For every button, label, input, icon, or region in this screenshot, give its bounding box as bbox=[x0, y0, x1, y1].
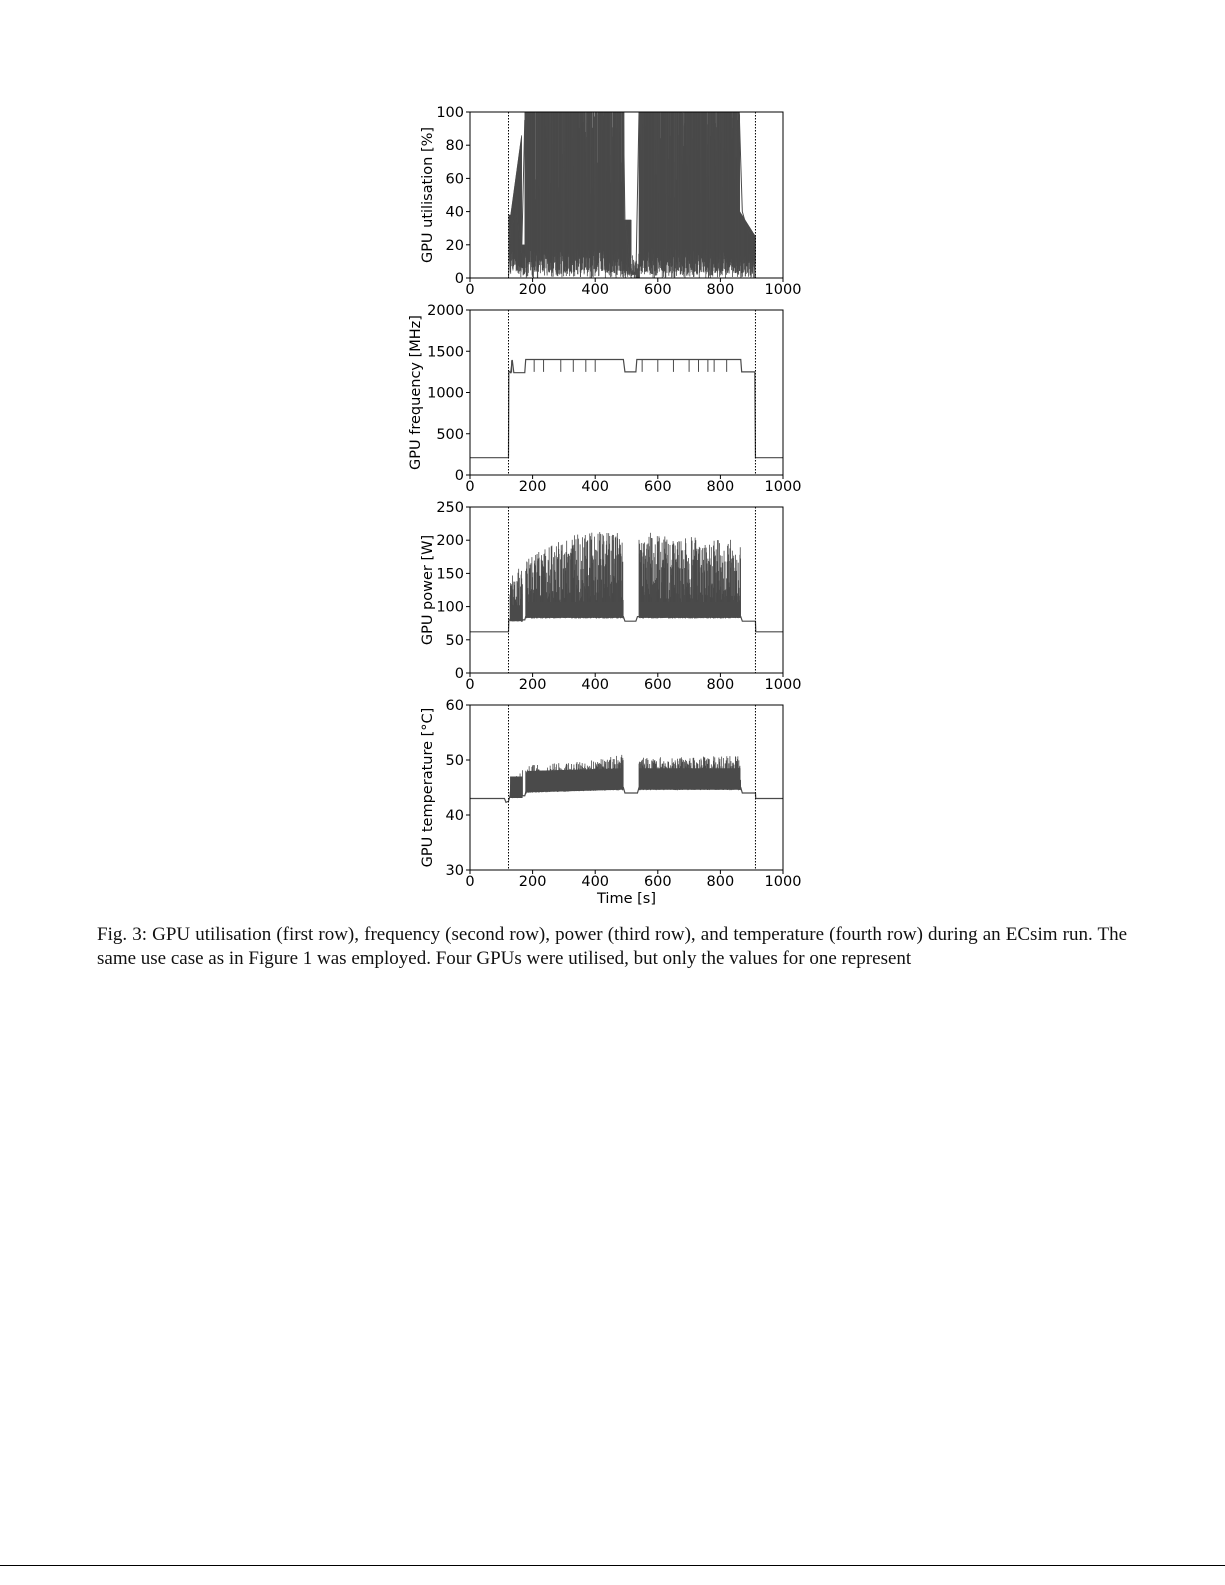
utilisation-plot-area bbox=[470, 112, 783, 278]
power-x-tick-label: 400 bbox=[581, 677, 610, 693]
power-plot-area bbox=[470, 532, 783, 632]
frequency-x-tick-label: 0 bbox=[465, 479, 475, 495]
temperature-y-tick-label: 60 bbox=[445, 698, 464, 714]
temperature-y-axis-label: GPU temperature [°C] bbox=[420, 707, 436, 868]
power-dense-band bbox=[510, 605, 523, 621]
power-y-tick-label: 200 bbox=[436, 533, 464, 550]
panel-temperature bbox=[420, 698, 801, 907]
frequency-axes-frame bbox=[470, 310, 783, 475]
temperature-x-tick-label: 600 bbox=[643, 874, 672, 890]
frequency-x-tick-label: 200 bbox=[518, 479, 547, 495]
power-y-tick-label: 50 bbox=[445, 632, 464, 649]
temperature-x-tick-label: 400 bbox=[581, 874, 610, 890]
temperature-x-tick-label: 800 bbox=[706, 874, 735, 890]
power-x-tick-label: 0 bbox=[465, 677, 475, 693]
power-y-axis-label: GPU power [W] bbox=[420, 534, 436, 646]
temperature-dense-band bbox=[639, 768, 740, 789]
temperature-y-tick-label: 50 bbox=[445, 753, 464, 769]
utilisation-y-axis-label: GPU utilisation [%] bbox=[420, 126, 436, 264]
frequency-y-tick-label: 2000 bbox=[427, 303, 464, 319]
utilisation-x-tick-label: 400 bbox=[581, 282, 610, 298]
power-y-tick-label: 0 bbox=[454, 666, 464, 682]
utilisation-x-tick-label: 1000 bbox=[764, 282, 802, 298]
power-x-tick-label: 600 bbox=[643, 677, 672, 693]
frequency-y-axis-label: GPU frequency [MHz] bbox=[408, 315, 424, 470]
power-x-tick-label: 800 bbox=[706, 677, 735, 693]
panel-utilisation bbox=[420, 105, 801, 298]
utilisation-x-tick-label: 800 bbox=[706, 282, 735, 298]
frequency-x-tick-label: 800 bbox=[706, 479, 735, 495]
temperature-plot-area bbox=[470, 755, 783, 802]
frequency-y-tick-label: 1000 bbox=[427, 385, 464, 402]
utilisation-y-tick-label: 20 bbox=[445, 237, 464, 254]
temperature-x-tick-label: 0 bbox=[465, 874, 475, 890]
frequency-y-tick-label: 500 bbox=[436, 426, 464, 443]
temperature-y-tick-label: 30 bbox=[445, 863, 464, 879]
power-dense-band bbox=[526, 602, 624, 618]
frequency-x-tick-label: 400 bbox=[581, 479, 610, 495]
temperature-x-axis-label: Time [s] bbox=[597, 891, 656, 907]
temperature-dense-band bbox=[510, 777, 523, 798]
utilisation-x-tick-label: 0 bbox=[465, 282, 475, 298]
temperature-x-tick-label: 1000 bbox=[764, 874, 802, 890]
utilisation-y-tick-label: 100 bbox=[436, 105, 464, 121]
frequency-plot-area bbox=[470, 360, 783, 458]
power-dense-band bbox=[639, 602, 740, 618]
power-y-tick-label: 150 bbox=[436, 566, 464, 583]
temperature-dense-band bbox=[526, 768, 624, 794]
utilisation-y-tick-label: 80 bbox=[445, 138, 464, 155]
page-bottom-rule bbox=[0, 1565, 1225, 1566]
frequency-x-tick-label: 1000 bbox=[764, 479, 802, 495]
utilisation-x-tick-label: 200 bbox=[518, 282, 547, 298]
utilisation-y-tick-label: 0 bbox=[454, 271, 464, 287]
power-x-tick-label: 1000 bbox=[764, 677, 802, 693]
utilisation-x-tick-label: 600 bbox=[643, 282, 672, 298]
power-x-tick-label: 200 bbox=[518, 677, 547, 693]
power-y-tick-label: 100 bbox=[436, 599, 464, 616]
frequency-line bbox=[470, 360, 783, 458]
utilisation-y-tick-label: 40 bbox=[445, 204, 464, 221]
temperature-y-tick-label: 40 bbox=[445, 808, 464, 824]
panel-power bbox=[420, 500, 801, 693]
utilisation-y-tick-label: 60 bbox=[445, 171, 464, 188]
frequency-y-tick-label: 0 bbox=[454, 468, 464, 484]
panel-frequency bbox=[408, 303, 801, 495]
frequency-y-tick-label: 1500 bbox=[427, 344, 464, 361]
figure-caption: Fig. 3: GPU utilisation (first row), frequency (second row), power (third row), and temperature (fourth row) during an ECsim run. The same use case as in Figure 1 was employed. Four GPUs were utilised, but only the values for one represent bbox=[97, 924, 1127, 969]
power-y-tick-label: 250 bbox=[436, 500, 464, 516]
frequency-x-tick-label: 600 bbox=[643, 479, 672, 495]
temperature-x-tick-label: 200 bbox=[518, 874, 547, 890]
